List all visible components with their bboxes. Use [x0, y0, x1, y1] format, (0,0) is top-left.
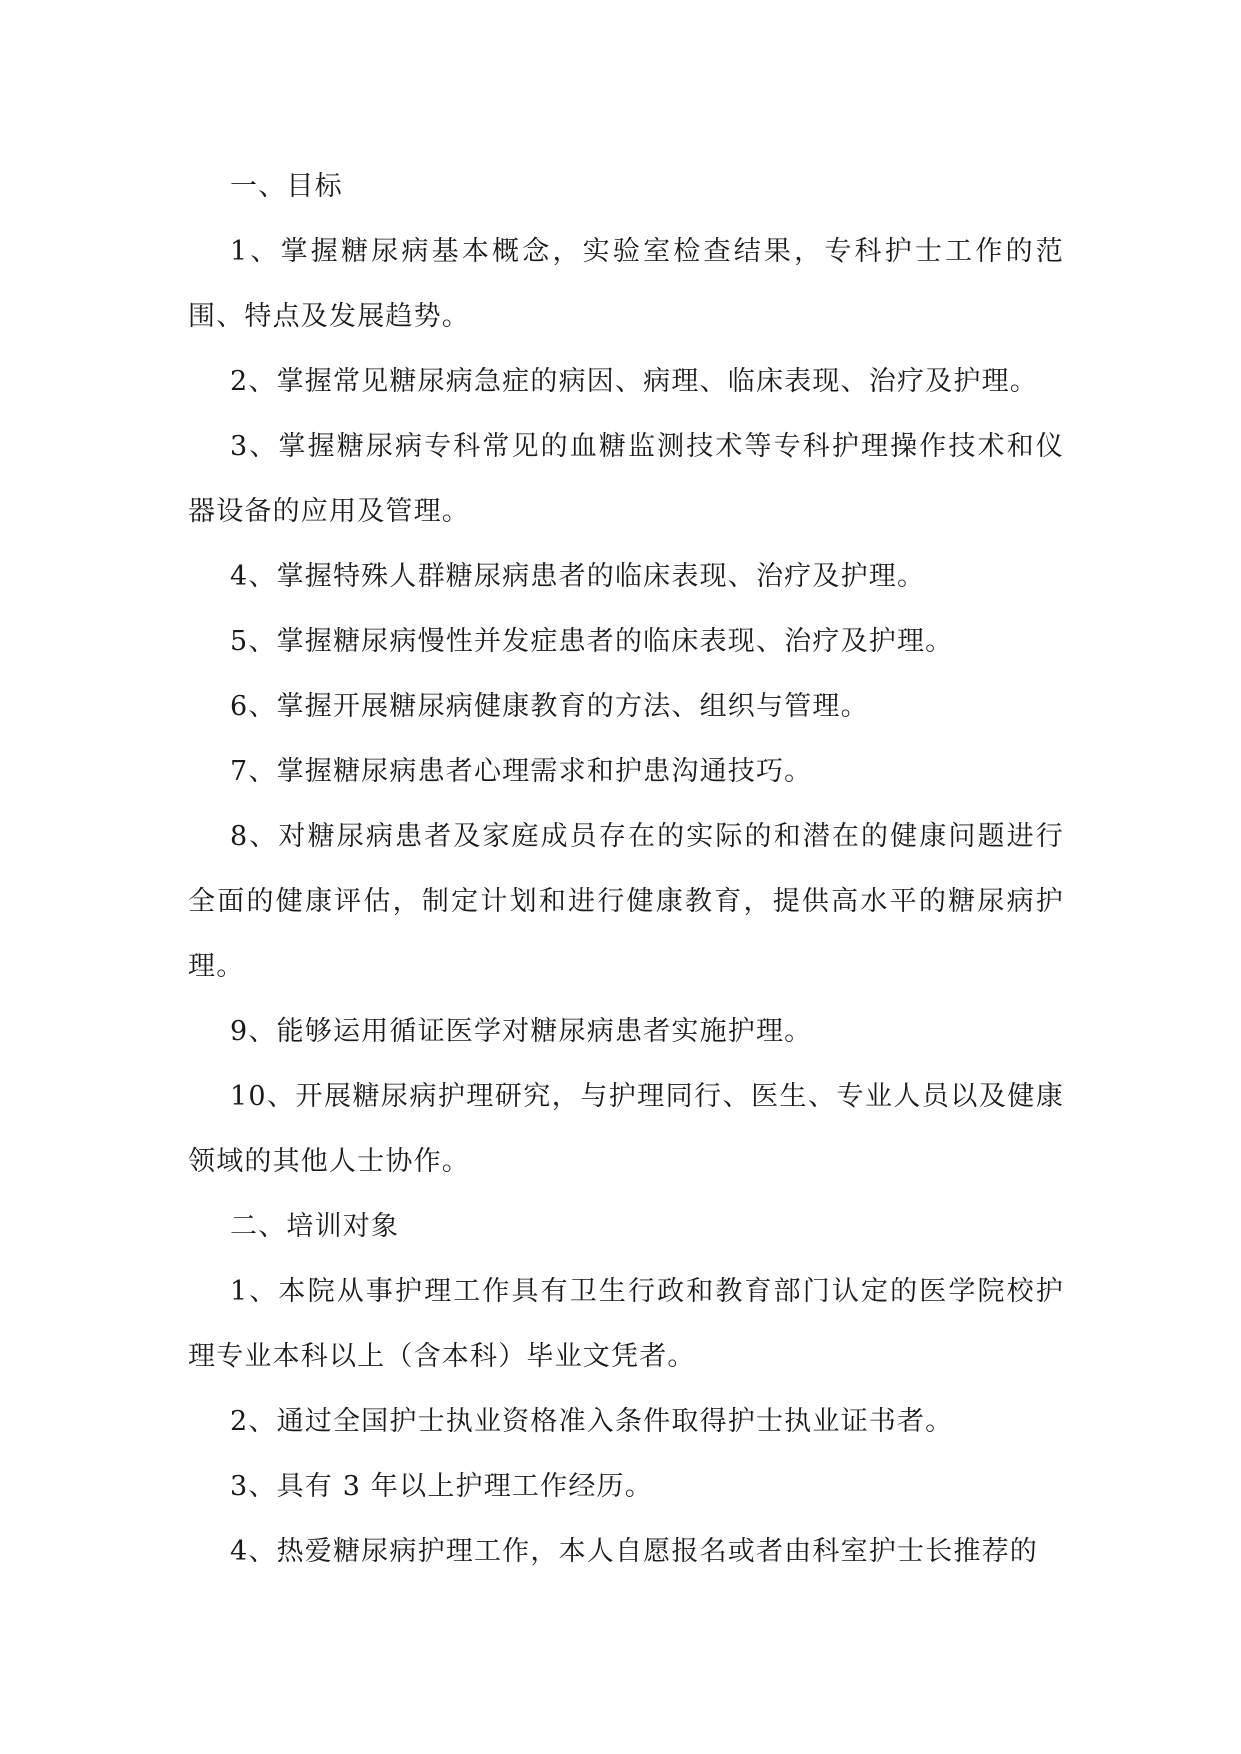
- goal-item-3: 3、掌握糖尿病专科常见的血糖监测技术等专科护理操作技术和仪器设备的应用及管理。: [188, 431, 1064, 527]
- goal-item-7: 7、掌握糖尿病患者心理需求和护患沟通技巧。: [230, 756, 813, 787]
- goal-item-1: 1、掌握糖尿病基本概念，实验室检查结果，专科护士工作的范围、特点及发展趋势。: [188, 236, 1064, 332]
- goal-item-10: 10、开展糖尿病护理研究，与护理同行、医生、专业人员以及健康领域的其他人士协作。: [188, 1081, 1064, 1177]
- section-heading-goals: 一、目标: [230, 171, 343, 202]
- section-heading-trainees: 二、培训对象: [230, 1211, 400, 1242]
- trainee-item-3: 3、具有 3 年以上护理工作经历。: [230, 1471, 653, 1502]
- trainee-item-4: 4、热爱糖尿病护理工作，本人自愿报名或者由科室护士长推荐的: [230, 1536, 1038, 1567]
- trainee-item-1: 1、本院从事护理工作具有卫生行政和教育部门认定的医学院校护理专业本科以上（含本科）毕业文凭者。: [188, 1276, 1064, 1372]
- goal-item-6: 6、掌握开展糖尿病健康教育的方法、组织与管理。: [230, 691, 869, 722]
- goal-item-2: 2、掌握常见糖尿病急症的病因、病理、临床表现、治疗及护理。: [230, 366, 1038, 397]
- goal-item-4: 4、掌握特殊人群糖尿病患者的临床表现、治疗及护理。: [230, 561, 926, 592]
- document-body: [188, 154, 1064, 1584]
- trainee-item-2: 2、通过全国护士执业资格准入条件取得护士执业证书者。: [230, 1406, 954, 1437]
- goal-item-5: 5、掌握糖尿病慢性并发症患者的临床表现、治疗及护理。: [230, 626, 954, 657]
- goal-item-8: 8、对糖尿病患者及家庭成员存在的实际的和潜在的健康问题进行全面的健康评估，制定计划和进行健康教育，提供高水平的糖尿病护理。: [188, 821, 1064, 982]
- goal-item-9: 9、能够运用循证医学对糖尿病患者实施护理。: [230, 1016, 813, 1047]
